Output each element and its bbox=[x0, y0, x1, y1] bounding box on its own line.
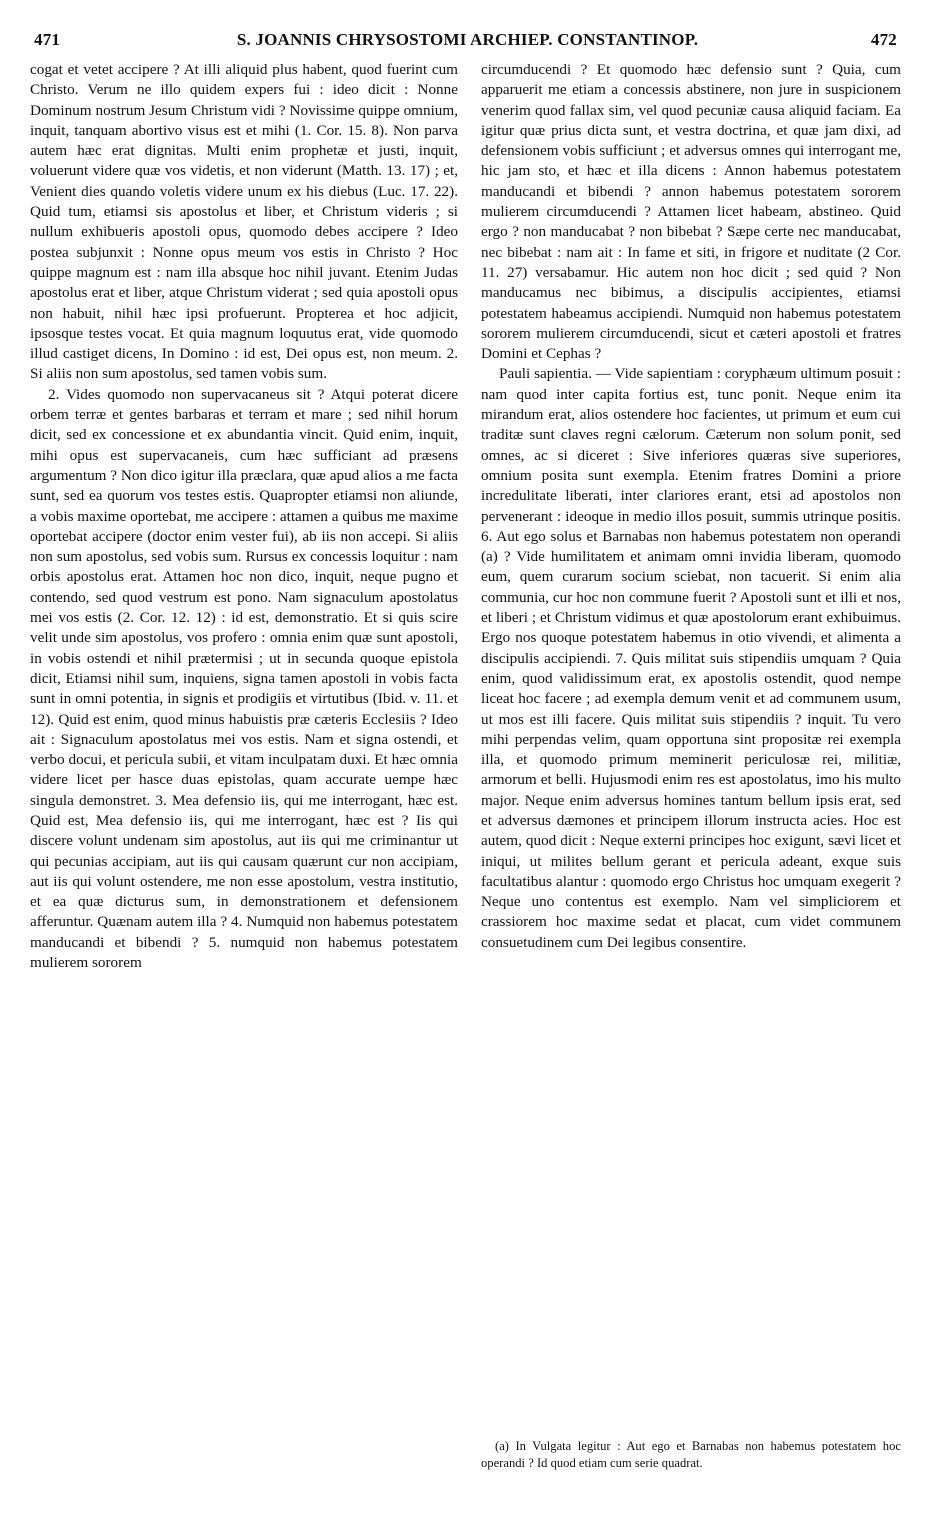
left-column bbox=[30, 60, 458, 973]
footnote-text: (a) In Vulgata legitur : Aut ego et Barnabas non habemus potestatem hoc operandi ? Id quod etiam cum serie quadrat. bbox=[481, 1439, 901, 1470]
right-column bbox=[481, 60, 901, 953]
running-title: S. JOANNIS CHRYSOSTOMI ARCHIEP. CONSTANTINOP. bbox=[236, 30, 699, 49]
page-number-left: 471 bbox=[34, 30, 61, 49]
right-paragraph-1: circumducendi ? Et quomodo hæc defensio sunt ? Quia, cum apparuerit me etiam a concessis abstinere, non jure in suspicionem venerim quod fallax sim, vel quod pecuniæ causa aliquid faciam. Ea igitur quæ prius dicta sunt, et vestra doctrina, et quæ jam dixi, ad defensionem vobis sufficiunt ; et adversus omnes qui interrogant me, hic jam sto, et hæc et illa dicens : Annon habemus potestatem manducandi et bibendi ? annon habemus potestatem sororem mulierem circumducendi ? Attamen licet habeam, abstineo. Quid ergo ? non manducabat ? non bibebat ? Sæpe certe nec manducabat, nec bibebat : nam ait : In fame et siti, in frigore et nuditate (2 Cor. 11. 27) versabamur. Hic autem non hoc dicit ; sed quid ? Non manducamus nec bibimus, a discipulis accipientes, etiamsi potestatem habeamus accipiendi. Numquid non habemus potestatem sororem mulierem circumducendi, sicut et cæteri apostoli et fratres Domini et Cephas ? bbox=[481, 61, 901, 363]
left-paragraph-2: 2. Vides quomodo non supervacaneus sit ? Atqui poterat dicere orbem terræ et gentes barbaras et terram et mare ; sed nihil horum dicit, sed ex concessione et ex abundantia vincit. Quid enim, inquit, mihi opus est supervacaneis, cum hæc sufficiant ad præsens argumentum ? Non dico igitur illa præclara, quæ apud alios a me facta sunt, sed ea quorum vos testes estis. Quapropter etiamsi non aliunde, a vobis maxime oportebat, me accipere : attamen a quibus me maxime oportebat accipere (doctor enim vester fui), ab iis non accepi. Si aliis non sum apostolus, sed vobis sum. Rursus ex concessis loquitur : nam orbis apostolus erat. Attamen hoc non dico, inquit, neque pugno et contendo, sed quod vestrum est pono. Nam signaculum apostolatus mei vos estis (2. Cor. 12. 12) : id est, demonstratio. Et si quis scire velit unde sim apostolus, vos profero : omnia enim quæ sunt apostoli, in vobis ostendi et nihil prætermisi ; ut in secunda quoque epistola dicit, Etiamsi nihil sum, inquiens, signa tamen apostoli in vobis facta sunt in omni potentia, in signis et prodigiis et virtutibus (Ibid. v. 11. et 12). Quid est enim, quod minus habuistis præ cæteris Ecclesiis ? Ideo ait : Signaculum apostolatus mei vos estis. Nam et signa ostendi, et verbo docui, et pericula subii, et vitam inculpatam duxi. Et hæc omnia videre licet per hasce duas epistolas, quam accurate uempe hæc singula demonstret. 3. Mea defensio iis, qui me interrogant, hæc est. Quid est, Mea defensio iis, qui me interrogant, hæc est ? Iis qui discere volunt undenam sim apostolus, aut iis qui me criminantur ut qui pecunias accipiam, aut iis qui causam quærunt cur non accipiam, aut iis qui volunt ostendere, me non esse apostolum, vestra institutio, et ea quæ dicturus sum, in demonstrationem et defensionem afferuntur. Quænam autem illa ? 4. Numquid non habemus potestatem manducandi et bibendi ? 5. numquid non habemus potestatem mulierem sororem bbox=[30, 385, 458, 972]
right-paragraph-2: Pauli sapientia. — Vide sapientiam : coryphæum ultimum posuit : nam quod inter capita fortius est, tunc ponit. Neque enim ita mirandum erat, alios ostendere hoc facientes, ut primum et eum cui traditæ sunt claves regni cælorum. Cæterum non solum ponit, sed omnes, ac si diceret : Sive inferiores quæras sive superiores, omnium posita sunt exempla. Etenim fratres Domini a priore incredulitate liberati, inter clariores erant, etsi ad apostolos non pervenerant : ideoque in medio illos posuit, summis utrinque positis. 6. Aut ego solus et Barnabas non habemus potestatem non operandi (a) ? Vide humilitatem et animam omni invidia liberam, quomodo eum, quem curarum socium sciebat, non tacuerit. Si enim alia communia, cur hoc non commune fuerit ? Apostoli sunt et illi et nos, et liberi ; et Christum vidimus et quæ apostolorum erant exhibuimus. Ergo nos quoque potestatem habemus in otio vivendi, et alimenta a discipulis accipiendi. 7. Quis militat suis stipendiis umquam ? Quia enim, quod validissimum erat, ex apostolis ostendit, quod nempe liceat hoc facere ; ad exempla demum venit et ad communem usum, ut mos est illi facere. Quis militat suis stipendiis ? inquit. Tu vero mihi perpendas velim, quam opportuna sint propositæ rei exempla illa, et quomodo primum meminerit periculosæ rei, militiæ, armorum et belli. Hujusmodi enim res est apostolatus, imo his multo major. Neque enim adversus homines tantum bellum ipsis erat, sed et adversus dæmones et principem illorum instructa acies. Hoc est autem, quod dicit : Neque externi principes hoc exigunt, sævi licet et iniqui, ut milites bellum gerant et pericula adeant, exque suis facultatibus alantur : quomodo ergo Christus hoc umquam exegerit ? Neque uno contentus est exemplo. Nam vel simpliciorem et crassiorem hoc maxime sedat et placat, cum videt communem consuetudinem cum Dei legibus consentire. bbox=[481, 365, 901, 951]
footnote bbox=[481, 1438, 901, 1472]
running-header bbox=[30, 30, 905, 54]
left-paragraph-1: cogat et vetet accipere ? At illi aliquid plus habent, quod fuerint cum Christo. Verum ne illo quidem expers fui : ideo dicit : Nonne Dominum nostrum Jesum Christum vidi ? Novissime quippe omnium, inquit, tanquam abortivo visus est et mihi (1. Cor. 15. 8). Non parva autem hæc erat dignitas. Multi enim prophetæ et justi, inquit, voluerunt videre quæ vos videtis, et non viderunt (Matth. 13. 17) ; et, Venient dies quando voletis videre unum ex his diebus (Luc. 17. 22). Quid tum, etiamsi sis apostolus et liber, et Christum videris ; si nullum exhibueris apostoli opus, quomodo debes accipere ? Ideo postea subjunxit : Nonne opus meum vos estis in Christo ? Hoc quippe magnum est : nam illa absque hoc nihil juvant. Etenim Judas apostolus erat et liber, atque Christum viderat ; sed quia apostoli opus non habuit, nihil hæc ipsi profuerunt. Propterea et hoc adjicit, ipsosque testes vocat. Et quia magnum loquutus erat, vide quomodo illud castiget dicens, In Domino : id est, Dei opus est, non meum. 2. Si aliis non sum apostolus, sed tamen vobis sum. bbox=[30, 61, 458, 383]
page-number-right: 472 bbox=[870, 30, 897, 49]
